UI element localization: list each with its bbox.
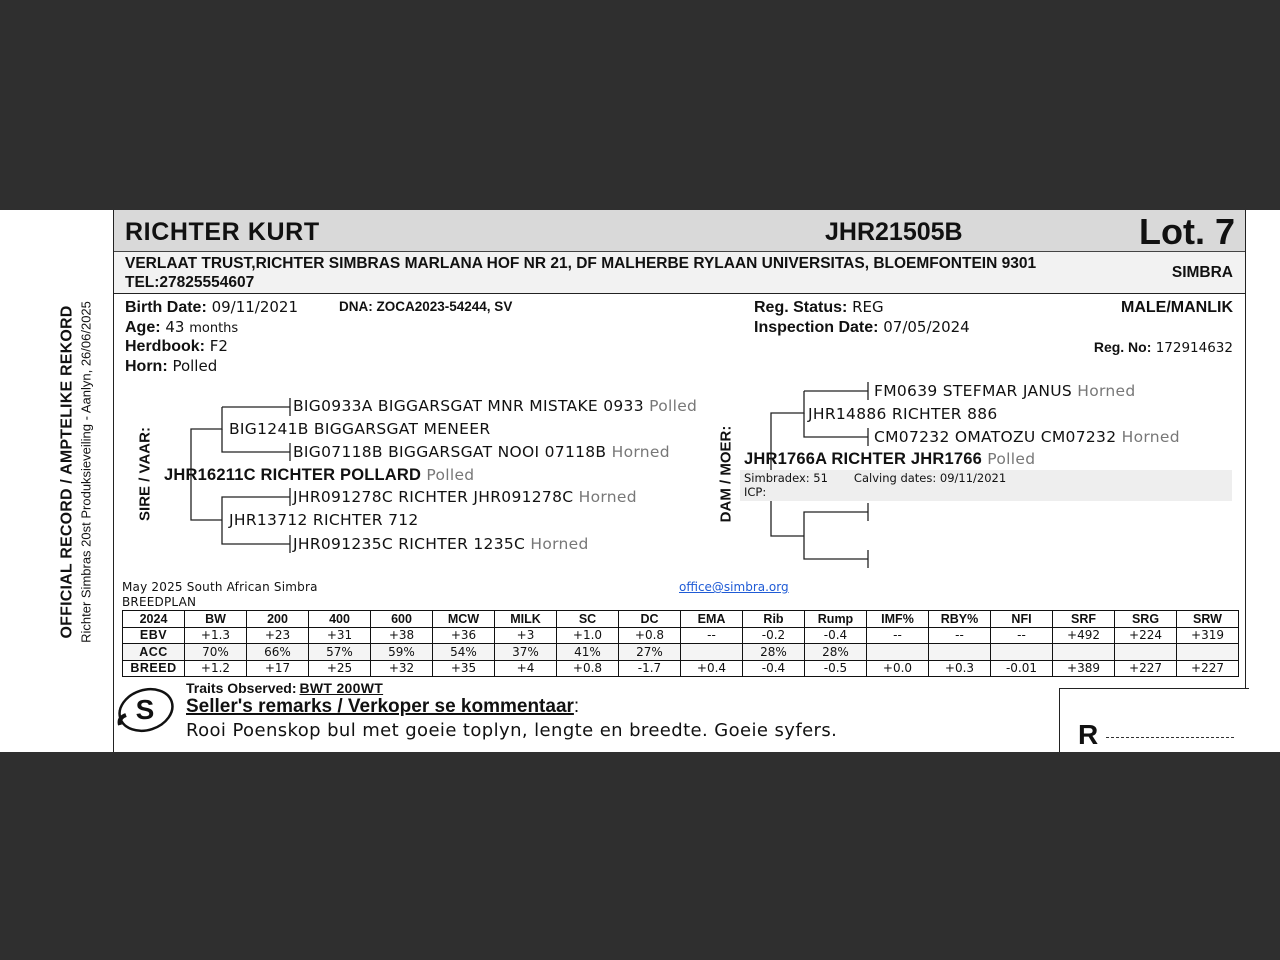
breed-cell: +32 (371, 660, 433, 677)
sire-sire-sire-horn-status: Polled (649, 397, 698, 415)
sire-label: SIRE / VAAR: (136, 427, 154, 521)
sire-sire-dam (293, 443, 670, 461)
inspection-label: Inspection Date: (754, 319, 879, 336)
animal-id-code: JHR21505B (825, 218, 963, 246)
inspection-date-value: 07/05/2024 (883, 318, 970, 336)
dam-icp: ICP: (744, 485, 767, 499)
ebv-header-row (123, 611, 1239, 628)
remarks-colon: : (573, 696, 580, 717)
dam-name: JHR1766A RICHTER JHR1766 (744, 450, 983, 468)
sire-dam-sire-name: JHR091278C RICHTER JHR091278C (293, 488, 574, 506)
herdbook-value: F2 (209, 337, 228, 355)
ebv-cell: +224 (1115, 627, 1177, 644)
horn-label: Horn: (125, 358, 168, 375)
traits-observed (186, 680, 383, 696)
sire-dam (229, 511, 419, 529)
breed-cell: +1.2 (185, 660, 247, 677)
sire-sire-name: BIG1241B BIGGARSGAT MENEER (229, 420, 491, 438)
acc-cell (1053, 644, 1115, 661)
ebv-col-header: SRF (1053, 611, 1115, 628)
reg-no-value: 172914632 (1155, 340, 1233, 356)
dam-label: DAM / MOER: (717, 425, 735, 523)
age-unit: months (189, 321, 239, 336)
animal-name: RICHTER KURT (125, 218, 320, 246)
signature-box (1059, 688, 1249, 752)
ebv-cell: +31 (309, 627, 371, 644)
ebv-cell: -- (929, 627, 991, 644)
ebv-table (122, 610, 1239, 677)
breed-cell: +227 (1177, 660, 1239, 677)
acc-cell (681, 644, 743, 661)
breed-avg-row (123, 660, 1239, 677)
ebv-col-header: NFI (991, 611, 1053, 628)
acc-cell: 66% (247, 644, 309, 661)
breed-cell: +0.4 (681, 660, 743, 677)
ebv-cell: -- (681, 627, 743, 644)
dam-sire-dam (874, 428, 1180, 446)
dam-details-box (740, 470, 1232, 501)
breed-cell: +389 (1053, 660, 1115, 677)
breed-cell: +4 (495, 660, 557, 677)
sire-dam-name: JHR13712 RICHTER 712 (229, 511, 419, 529)
ebv-cell: +1.3 (185, 627, 247, 644)
breedplan-source (122, 580, 318, 609)
ebv-col-header: MILK (495, 611, 557, 628)
ebv-col-header: DC (619, 611, 681, 628)
acc-cell (867, 644, 929, 661)
dam (744, 450, 1035, 469)
sire-dam-dam (293, 535, 589, 553)
ebv-row-label: EBV (123, 627, 185, 644)
acc-cell: 41% (557, 644, 619, 661)
ebv-cell: -0.2 (743, 627, 805, 644)
sire-dam-sire-horn-status: Horned (578, 488, 637, 506)
breed-row-label: BREED (123, 660, 185, 677)
ebv-cell: +319 (1177, 627, 1239, 644)
sire-dam-dam-name: JHR091235C RICHTER 1235C (293, 535, 526, 553)
acc-cell (1115, 644, 1177, 661)
simbra-logo-icon (116, 685, 174, 735)
ebv-cell: -0.4 (805, 627, 867, 644)
ebv-cell: +3 (495, 627, 557, 644)
sire-name: JHR16211C RICHTER POLLARD (164, 466, 422, 484)
acc-cell (929, 644, 991, 661)
owner-address: VERLAAT TRUST,RICHTER SIMBRAS MARLANA HOF NR 21, DF MALHERBE RYLAAN UNIVERSITAS, BLOEMFONTEIN 9301 TEL:27825554607 (125, 255, 1037, 291)
acc-cell: 57% (309, 644, 371, 661)
dam-sire (808, 405, 998, 423)
ebv-col-header: Rump (805, 611, 867, 628)
source-line-1: May 2025 South African Simbra (122, 580, 318, 594)
reg-no-label: Reg. No: (1093, 339, 1152, 355)
birth-date-label: Birth Date: (125, 299, 207, 316)
herdbook-label: Herdbook: (125, 338, 205, 355)
breed-cell: +35 (433, 660, 495, 677)
dam-horn-status: Polled (987, 450, 1036, 468)
dna-info: DNA: ZOCA2023-54244, SV (339, 299, 513, 314)
ebv-col-header: SRG (1115, 611, 1177, 628)
dam-simbradex: Simbradex: 51 (744, 471, 828, 485)
email-link[interactable]: office@simbra.org (679, 580, 789, 594)
ebv-col-header: IMF% (867, 611, 929, 628)
ebv-col-header: SC (557, 611, 619, 628)
breed-cell: +17 (247, 660, 309, 677)
acc-row (123, 644, 1239, 661)
ebv-cell: -- (991, 627, 1053, 644)
traits-value: BWT 200WT (299, 680, 384, 696)
breed-cell: +0.8 (557, 660, 619, 677)
ebv-col-header: MCW (433, 611, 495, 628)
sire-sire-dam-horn-status: Horned (611, 443, 670, 461)
dam-sire-name: JHR14886 RICHTER 886 (808, 405, 998, 423)
reg-status-label: Reg. Status: (754, 299, 848, 316)
age-label: Age: (125, 319, 161, 336)
signature-letter: R (1078, 719, 1099, 750)
ebv-col-header: RBY% (929, 611, 991, 628)
ebv-col-header: 600 (371, 611, 433, 628)
acc-cell: 70% (185, 644, 247, 661)
breed-cell: -0.01 (991, 660, 1053, 677)
ebv-cell: +38 (371, 627, 433, 644)
dam-sire-sire-name: FM0639 STEFMAR JANUS (874, 382, 1073, 400)
sire-dam-dam-horn-status: Horned (530, 535, 589, 553)
traits-label: Traits Observed: (186, 680, 297, 696)
breed-cell: +25 (309, 660, 371, 677)
auction-caption: Richter Simbras 20st Produksieveiling - Aanlyn, 26/06/2025 (78, 301, 94, 643)
ebv-cell: +1.0 (557, 627, 619, 644)
acc-row-label: ACC (123, 644, 185, 661)
ebv-cell: +492 (1053, 627, 1115, 644)
logo-letter: S (135, 694, 155, 725)
ebv-row (123, 627, 1239, 644)
signature-line[interactable] (1106, 737, 1234, 738)
reg-status-value: REG (852, 298, 884, 316)
ebv-col-header: EMA (681, 611, 743, 628)
acc-cell: 27% (619, 644, 681, 661)
lot-number: Lot. 7 (1139, 211, 1235, 252)
sire-sire-sire-name: BIG0933A BIGGARSGAT MNR MISTAKE 0933 (293, 397, 644, 415)
remarks-text: Rooi Poenskop bul met goeie toplyn, lengte en breedte. Goeie syfers. (186, 720, 838, 741)
sire-sire-sire (293, 397, 697, 415)
remarks-heading-row (186, 696, 579, 718)
lot-card (113, 210, 1246, 752)
acc-cell: 59% (371, 644, 433, 661)
age-value: 43 (165, 318, 185, 336)
dam-sire-sire (874, 382, 1136, 400)
horn-value: Polled (172, 357, 218, 375)
dam-sire-dam-name: CM07232 OMATOZU CM07232 (874, 428, 1117, 446)
source-line-2: BREEDPLAN (122, 594, 197, 609)
ebv-cell: +36 (433, 627, 495, 644)
acc-cell (991, 644, 1053, 661)
sire (164, 466, 474, 485)
ebv-cell: +23 (247, 627, 309, 644)
breed-cell: +0.3 (929, 660, 991, 677)
breed-label: SIMBRA (1171, 264, 1233, 281)
acc-cell: 28% (805, 644, 867, 661)
ebv-cell: -- (867, 627, 929, 644)
sire-dam-sire (293, 488, 637, 506)
official-record-title: OFFICIAL RECORD / AMPTELIKE REKORD (58, 305, 76, 639)
acc-cell: 37% (495, 644, 557, 661)
acc-cell: 54% (433, 644, 495, 661)
sex-label: MALE/MANLIK (1121, 299, 1233, 316)
dam-sire-sire-horn-status: Horned (1077, 382, 1136, 400)
ebv-col-header: BW (185, 611, 247, 628)
birth-date-value: 09/11/2021 (211, 298, 299, 316)
ebv-col-header: 400 (309, 611, 371, 628)
dam-sire-dam-horn-status: Horned (1121, 428, 1180, 446)
ebv-cell: +0.8 (619, 627, 681, 644)
sire-horn-status: Polled (426, 466, 475, 484)
official-record-sheet (0, 210, 1280, 752)
ebv-col-header: 200 (247, 611, 309, 628)
dam-calving-dates: Calving dates: 09/11/2021 (853, 471, 1007, 485)
sire-sire (229, 420, 490, 438)
ebv-year-header: 2024 (123, 611, 185, 628)
acc-cell: 28% (743, 644, 805, 661)
breed-cell: +227 (1115, 660, 1177, 677)
breed-cell: -0.4 (743, 660, 805, 677)
sire-sire-dam-name: BIG07118B BIGGARSGAT NOOI 07118B (293, 443, 607, 461)
acc-cell (1177, 644, 1239, 661)
breed-cell: -1.7 (619, 660, 681, 677)
ebv-col-header: SRW (1177, 611, 1239, 628)
ebv-col-header: Rib (743, 611, 805, 628)
breed-cell: +0.0 (867, 660, 929, 677)
side-caption (40, 210, 112, 752)
remarks-heading: Seller's remarks / Verkoper se kommentaar (186, 696, 574, 717)
breed-cell: -0.5 (805, 660, 867, 677)
